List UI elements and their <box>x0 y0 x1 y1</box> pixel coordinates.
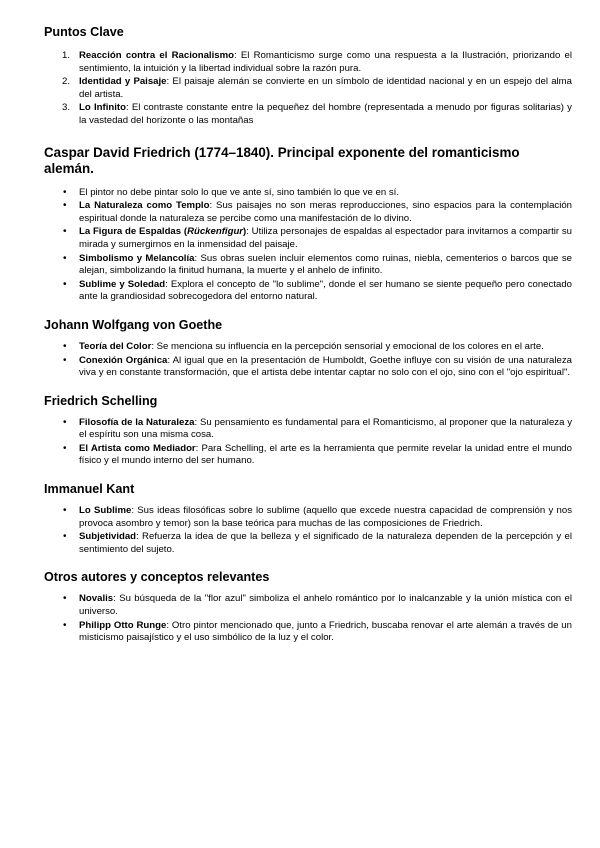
section-otros-autores <box>44 569 572 644</box>
list-item <box>44 253 572 278</box>
section-puntos-clave <box>44 24 572 128</box>
item-number: 2. <box>62 76 71 88</box>
item-term-italic: Rückenfigur <box>187 226 244 238</box>
list-item <box>44 341 572 354</box>
section-heading: Friedrich Schelling <box>44 393 158 408</box>
list-item <box>44 200 572 225</box>
item-text: : Al igual que en la presentación de Humboldt, Goethe influye con su visión de una naturaleza viva y en constante transformación, que el artista debe intentar captar no solo con el ojo, sino con el "ojo espiritual". <box>79 354 572 379</box>
item-text: : Explora el concepto de "lo sublime", donde el ser humano se siente pequeño pero conectado ante la grandiosidad sobrecogedora del entorno natural. <box>79 278 572 303</box>
item-term: Novalis <box>79 593 114 605</box>
bullet-list <box>44 341 572 380</box>
item-term: Teoría del Color <box>79 340 152 352</box>
section-heading: Johann Wolfgang von Goethe <box>44 317 223 332</box>
item-text: : Utiliza personajes de espaldas al espectador para invitarnos a compartir su mirada y sumergirnos en la inmensidad del paisaje. <box>79 226 572 250</box>
list-item <box>44 417 572 442</box>
list-item <box>44 505 572 530</box>
item-text: : Refuerza la idea de que la belleza y el significado de la naturaleza dependen de la percepción y el sentimiento del sujeto. <box>79 531 572 555</box>
list-item <box>44 443 572 468</box>
list-item <box>44 355 572 380</box>
bullet-list <box>44 593 572 644</box>
item-term: El Artista como Mediador <box>79 442 196 454</box>
item-text: : El Romanticismo surge como una respuesta a la Ilustración, priorizando el sentimiento, la intuición y la libertad individual sobre la razón pura. <box>79 50 573 74</box>
item-text: : Se menciona su influencia en la percepción sensorial y emocional de los colores en el arte. <box>151 340 544 352</box>
list-item <box>44 593 572 618</box>
item-text: : Su búsqueda de la "flor azul" simboliza el anhelo romántico por lo inalcanzable y la unión mística con el universo. <box>79 593 572 618</box>
item-term: Lo Sublime <box>79 505 132 517</box>
section-schelling <box>44 393 572 468</box>
list-item <box>44 102 572 127</box>
item-term: Subjetividad <box>79 531 137 543</box>
item-text: El pintor no debe pintar solo lo que ve ante sí, sino también lo que ve en sí. <box>79 186 399 198</box>
item-term: Lo Infinito <box>79 102 126 114</box>
item-number: 3. <box>62 102 71 114</box>
item-term <box>79 226 246 237</box>
item-text: : El paisaje alemán se convierte en un símbolo de identidad nacional y en un espejo del alma del artista. <box>79 76 572 100</box>
list-item <box>44 50 572 75</box>
item-text: : Sus obras suelen incluir elementos como ruinas, niebla, cementerios o barcos que se alejan, simbolizando la finitud humana, la muerte y el anhelo de infinito. <box>79 252 572 277</box>
section-heading: Immanuel Kant <box>44 482 135 497</box>
item-text: : Sus ideas filosóficas sobre lo sublime (aquello que excede nuestra capacidad de comprensión y nos provoca asombro y temor) son la base teórica para muchas de las composiciones de Friedrich. <box>79 505 572 529</box>
item-text: : Sus paisajes no son meras reproducciones, sino espacios para la contemplación espiritual donde la naturaleza se percibe como una manifestación de lo divino. <box>79 200 572 224</box>
bullet-list <box>44 187 572 304</box>
ordered-list <box>44 50 572 128</box>
list-item <box>44 76 572 101</box>
item-text: : El contraste constante entre la pequeñez del hombre (representada a menudo por figuras solitarias) y la vastedad del horizonte o las montañas <box>79 102 572 126</box>
item-text: : Para Schelling, el arte es la herramienta que permite revelar la unidad entre el mundo físico y el mundo interno del ser humano. <box>79 442 572 467</box>
item-term-end: ) <box>243 226 247 238</box>
item-term: Sublime y Soledad <box>79 278 166 290</box>
item-term: Simbolismo y Melancolía <box>79 252 195 264</box>
item-term: Philipp Otto Runge <box>79 619 167 631</box>
section-friedrich <box>44 145 572 304</box>
list-item <box>44 620 572 645</box>
item-term: Conexión Orgánica <box>79 354 168 366</box>
bullet-list <box>44 417 572 468</box>
section-heading: Puntos Clave <box>44 25 124 39</box>
section-heading: Caspar David Friedrich (1774–1840). Principal exponente del romanticismo alemán. <box>44 144 520 176</box>
list-item <box>44 187 572 200</box>
section-heading: Otros autores y conceptos relevantes <box>44 570 270 585</box>
item-term-start: La Figura de Espaldas ( <box>79 226 188 238</box>
item-term: Reacción contra el Racionalismo <box>79 50 234 61</box>
item-term: Identidad y Paisaje <box>79 76 167 88</box>
section-goethe <box>44 317 572 380</box>
section-kant <box>44 481 572 556</box>
document-page <box>44 24 572 646</box>
item-term: Filosofía de la Naturaleza <box>79 416 195 428</box>
list-item <box>44 531 572 556</box>
bullet-list <box>44 505 572 556</box>
item-number: 1. <box>62 50 71 61</box>
list-item <box>44 226 572 251</box>
item-text: : Su pensamiento es fundamental para el Romanticismo, al proponer que la naturaleza y el espíritu son una misma cosa. <box>79 416 572 441</box>
item-text: : Otro pintor mencionado que, junto a Friedrich, buscaba renovar el arte alemán a través de un misticismo paisajístico y el uso simbólico de la luz y el color. <box>79 619 572 644</box>
list-item <box>44 279 572 304</box>
item-term: La Naturaleza como Templo <box>79 200 210 212</box>
